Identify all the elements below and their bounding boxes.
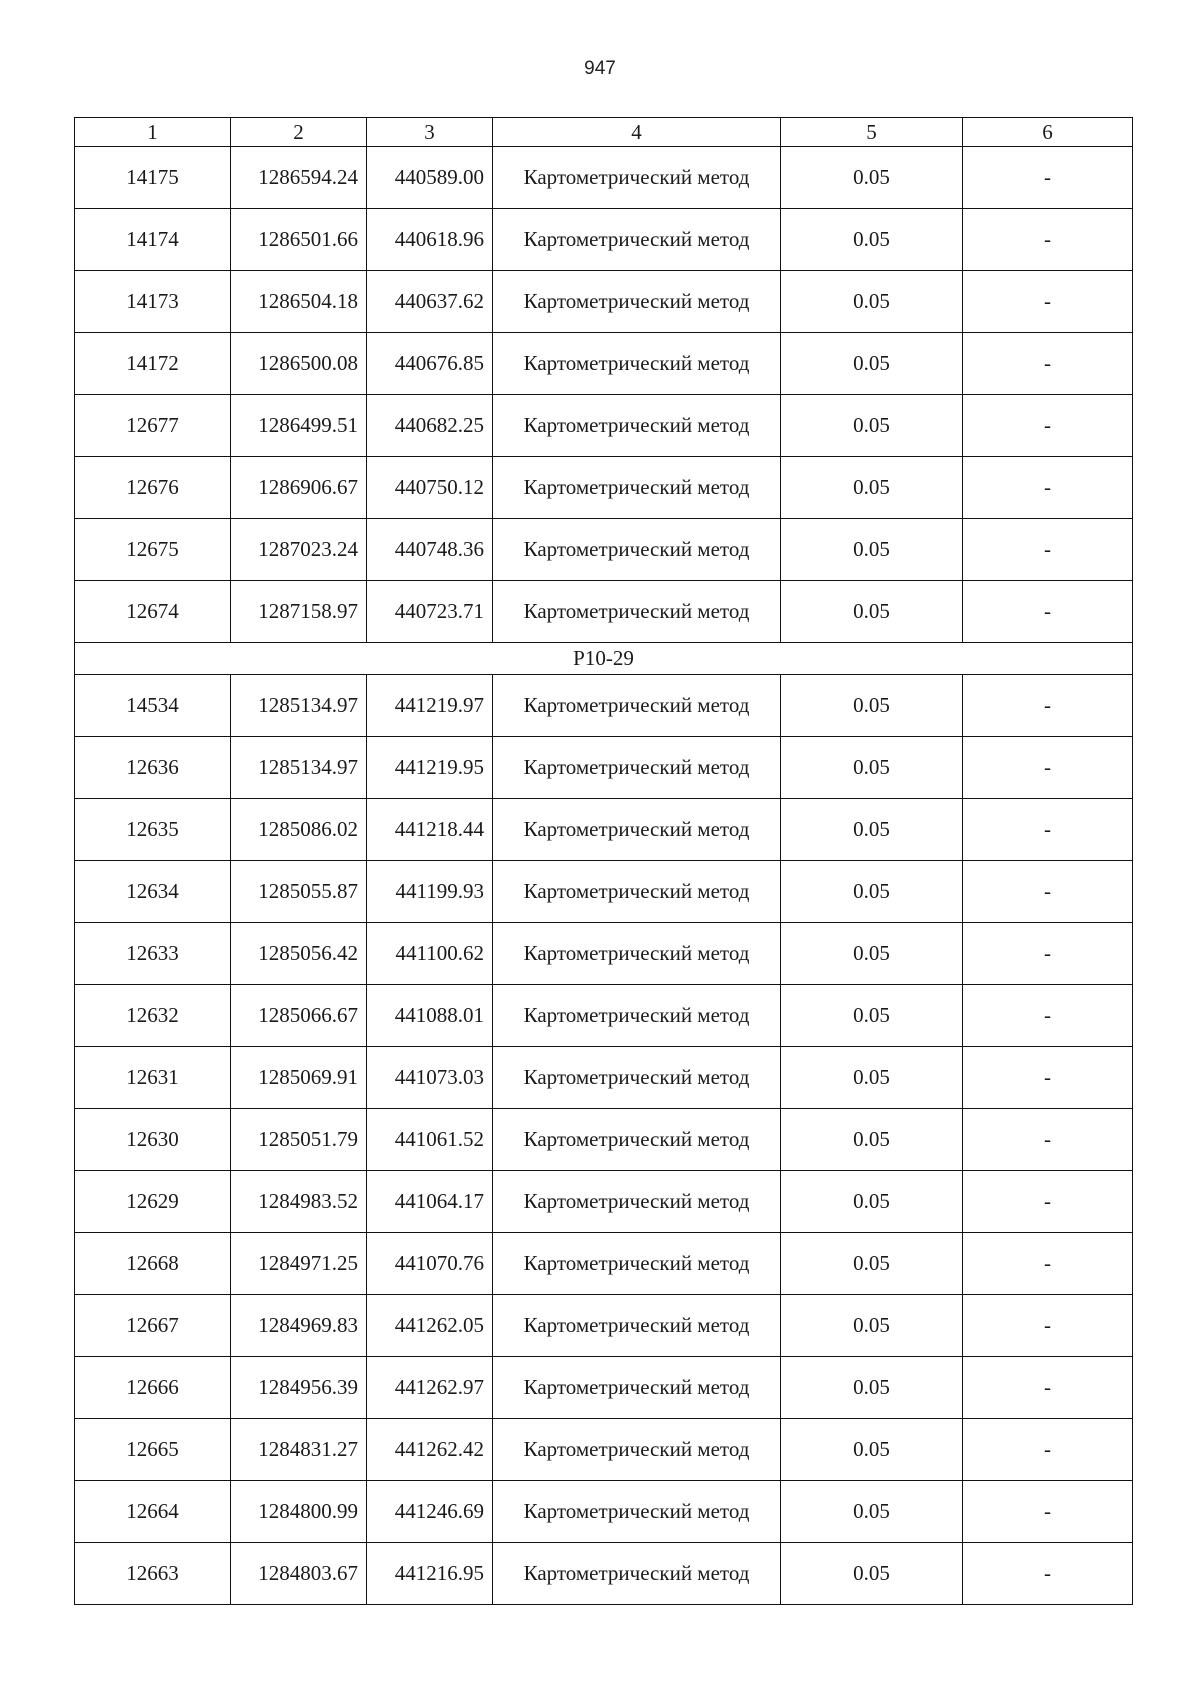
accuracy-cell: 0.05: [781, 395, 963, 457]
section-title: Р10-29: [75, 643, 1133, 675]
accuracy-cell: 0.05: [781, 519, 963, 581]
note-cell: -: [963, 1171, 1133, 1233]
x-coordinate-cell: 1285056.42: [231, 923, 367, 985]
accuracy-cell: 0.05: [781, 1295, 963, 1357]
note-cell: -: [963, 1233, 1133, 1295]
x-coordinate-cell: 1286594.24: [231, 147, 367, 209]
table-row: [75, 861, 1133, 923]
y-coordinate-cell: 441216.95: [367, 1543, 493, 1605]
note-cell: -: [963, 1295, 1133, 1357]
x-coordinate-cell: 1287023.24: [231, 519, 367, 581]
table-row: [75, 1357, 1133, 1419]
note-cell: -: [963, 519, 1133, 581]
point-number-cell: 12667: [75, 1295, 231, 1357]
y-coordinate-cell: 440682.25: [367, 395, 493, 457]
note-cell: -: [963, 923, 1133, 985]
y-coordinate-cell: 441219.95: [367, 737, 493, 799]
note-cell: -: [963, 209, 1133, 271]
accuracy-cell: 0.05: [781, 333, 963, 395]
method-cell: Картометрический метод: [493, 519, 781, 581]
header-row: [75, 118, 1133, 147]
note-cell: -: [963, 333, 1133, 395]
accuracy-cell: 0.05: [781, 1481, 963, 1543]
note-cell: -: [963, 1419, 1133, 1481]
point-number-cell: 12664: [75, 1481, 231, 1543]
x-coordinate-cell: 1285066.67: [231, 985, 367, 1047]
table-body: [75, 118, 1133, 1605]
accuracy-cell: 0.05: [781, 799, 963, 861]
point-number-cell: 12663: [75, 1543, 231, 1605]
note-cell: -: [963, 861, 1133, 923]
note-cell: -: [963, 1543, 1133, 1605]
x-coordinate-cell: 1284971.25: [231, 1233, 367, 1295]
note-cell: -: [963, 985, 1133, 1047]
point-number-cell: 12632: [75, 985, 231, 1047]
point-number-cell: 12676: [75, 457, 231, 519]
table-row: [75, 737, 1133, 799]
column-header: 6: [963, 118, 1133, 147]
accuracy-cell: 0.05: [781, 923, 963, 985]
table-row: [75, 923, 1133, 985]
x-coordinate-cell: 1286504.18: [231, 271, 367, 333]
accuracy-cell: 0.05: [781, 147, 963, 209]
x-coordinate-cell: 1286499.51: [231, 395, 367, 457]
y-coordinate-cell: 441073.03: [367, 1047, 493, 1109]
accuracy-cell: 0.05: [781, 581, 963, 643]
method-cell: Картометрический метод: [493, 333, 781, 395]
column-header: 5: [781, 118, 963, 147]
note-cell: -: [963, 457, 1133, 519]
method-cell: Картометрический метод: [493, 675, 781, 737]
method-cell: Картометрический метод: [493, 737, 781, 799]
note-cell: -: [963, 799, 1133, 861]
section-row: [75, 643, 1133, 675]
table-row: [75, 1171, 1133, 1233]
y-coordinate-cell: 441246.69: [367, 1481, 493, 1543]
x-coordinate-cell: 1285134.97: [231, 737, 367, 799]
x-coordinate-cell: 1285055.87: [231, 861, 367, 923]
method-cell: Картометрический метод: [493, 271, 781, 333]
method-cell: Картометрический метод: [493, 1481, 781, 1543]
x-coordinate-cell: 1286501.66: [231, 209, 367, 271]
accuracy-cell: 0.05: [781, 1233, 963, 1295]
point-number-cell: 12634: [75, 861, 231, 923]
method-cell: Картометрический метод: [493, 147, 781, 209]
y-coordinate-cell: 441218.44: [367, 799, 493, 861]
accuracy-cell: 0.05: [781, 457, 963, 519]
point-number-cell: 12635: [75, 799, 231, 861]
x-coordinate-cell: 1284831.27: [231, 1419, 367, 1481]
note-cell: -: [963, 1047, 1133, 1109]
point-number-cell: 12633: [75, 923, 231, 985]
point-number-cell: 12629: [75, 1171, 231, 1233]
x-coordinate-cell: 1286500.08: [231, 333, 367, 395]
point-number-cell: 14174: [75, 209, 231, 271]
method-cell: Картометрический метод: [493, 1109, 781, 1171]
y-coordinate-cell: 441070.76: [367, 1233, 493, 1295]
point-number-cell: 14173: [75, 271, 231, 333]
method-cell: Картометрический метод: [493, 1543, 781, 1605]
point-number-cell: 14534: [75, 675, 231, 737]
x-coordinate-cell: 1287158.97: [231, 581, 367, 643]
table-row: [75, 799, 1133, 861]
table-row: [75, 985, 1133, 1047]
table-row: [75, 1233, 1133, 1295]
accuracy-cell: 0.05: [781, 1543, 963, 1605]
point-number-cell: 12631: [75, 1047, 231, 1109]
note-cell: -: [963, 147, 1133, 209]
point-number-cell: 12630: [75, 1109, 231, 1171]
table-row: [75, 1295, 1133, 1357]
method-cell: Картометрический метод: [493, 923, 781, 985]
y-coordinate-cell: 441088.01: [367, 985, 493, 1047]
x-coordinate-cell: 1284956.39: [231, 1357, 367, 1419]
point-number-cell: 12668: [75, 1233, 231, 1295]
accuracy-cell: 0.05: [781, 1357, 963, 1419]
point-number-cell: 12636: [75, 737, 231, 799]
y-coordinate-cell: 441262.05: [367, 1295, 493, 1357]
x-coordinate-cell: 1284800.99: [231, 1481, 367, 1543]
table-row: [75, 147, 1133, 209]
accuracy-cell: 0.05: [781, 1419, 963, 1481]
note-cell: -: [963, 1481, 1133, 1543]
table-row: [75, 333, 1133, 395]
note-cell: -: [963, 675, 1133, 737]
y-coordinate-cell: 441199.93: [367, 861, 493, 923]
coordinates-table: [74, 117, 1133, 1605]
accuracy-cell: 0.05: [781, 737, 963, 799]
accuracy-cell: 0.05: [781, 271, 963, 333]
x-coordinate-cell: 1286906.67: [231, 457, 367, 519]
page-number: 947: [584, 58, 616, 79]
table-row: [75, 271, 1133, 333]
note-cell: -: [963, 737, 1133, 799]
column-header: 4: [493, 118, 781, 147]
accuracy-cell: 0.05: [781, 861, 963, 923]
accuracy-cell: 0.05: [781, 1171, 963, 1233]
y-coordinate-cell: 440676.85: [367, 333, 493, 395]
column-header: 3: [367, 118, 493, 147]
method-cell: Картометрический метод: [493, 209, 781, 271]
x-coordinate-cell: 1285069.91: [231, 1047, 367, 1109]
note-cell: -: [963, 271, 1133, 333]
method-cell: Картометрический метод: [493, 1295, 781, 1357]
table-row: [75, 519, 1133, 581]
point-number-cell: 12666: [75, 1357, 231, 1419]
y-coordinate-cell: 441064.17: [367, 1171, 493, 1233]
point-number-cell: 12674: [75, 581, 231, 643]
table-row: [75, 457, 1133, 519]
x-coordinate-cell: 1284983.52: [231, 1171, 367, 1233]
y-coordinate-cell: 440723.71: [367, 581, 493, 643]
method-cell: Картометрический метод: [493, 985, 781, 1047]
table-row: [75, 675, 1133, 737]
y-coordinate-cell: 441100.62: [367, 923, 493, 985]
method-cell: Картометрический метод: [493, 1171, 781, 1233]
table-row: [75, 1419, 1133, 1481]
accuracy-cell: 0.05: [781, 985, 963, 1047]
y-coordinate-cell: 441262.97: [367, 1357, 493, 1419]
y-coordinate-cell: 441061.52: [367, 1109, 493, 1171]
method-cell: Картометрический метод: [493, 1357, 781, 1419]
accuracy-cell: 0.05: [781, 209, 963, 271]
note-cell: -: [963, 1109, 1133, 1171]
column-header: 1: [75, 118, 231, 147]
table-row: [75, 1543, 1133, 1605]
x-coordinate-cell: 1285086.02: [231, 799, 367, 861]
method-cell: Картометрический метод: [493, 581, 781, 643]
y-coordinate-cell: 441262.42: [367, 1419, 493, 1481]
y-coordinate-cell: 440589.00: [367, 147, 493, 209]
y-coordinate-cell: 441219.97: [367, 675, 493, 737]
note-cell: -: [963, 581, 1133, 643]
y-coordinate-cell: 440750.12: [367, 457, 493, 519]
method-cell: Картометрический метод: [493, 861, 781, 923]
x-coordinate-cell: 1285134.97: [231, 675, 367, 737]
table-row: [75, 1109, 1133, 1171]
accuracy-cell: 0.05: [781, 1109, 963, 1171]
accuracy-cell: 0.05: [781, 675, 963, 737]
y-coordinate-cell: 440748.36: [367, 519, 493, 581]
table-row: [75, 209, 1133, 271]
point-number-cell: 12677: [75, 395, 231, 457]
table-row: [75, 1481, 1133, 1543]
x-coordinate-cell: 1284969.83: [231, 1295, 367, 1357]
method-cell: Картометрический метод: [493, 799, 781, 861]
y-coordinate-cell: 440637.62: [367, 271, 493, 333]
point-number-cell: 12665: [75, 1419, 231, 1481]
accuracy-cell: 0.05: [781, 1047, 963, 1109]
method-cell: Картометрический метод: [493, 395, 781, 457]
table-row: [75, 581, 1133, 643]
method-cell: Картометрический метод: [493, 457, 781, 519]
method-cell: Картометрический метод: [493, 1233, 781, 1295]
x-coordinate-cell: 1285051.79: [231, 1109, 367, 1171]
y-coordinate-cell: 440618.96: [367, 209, 493, 271]
method-cell: Картометрический метод: [493, 1047, 781, 1109]
x-coordinate-cell: 1284803.67: [231, 1543, 367, 1605]
note-cell: -: [963, 1357, 1133, 1419]
point-number-cell: 14175: [75, 147, 231, 209]
point-number-cell: 12675: [75, 519, 231, 581]
table-row: [75, 1047, 1133, 1109]
method-cell: Картометрический метод: [493, 1419, 781, 1481]
column-header: 2: [231, 118, 367, 147]
note-cell: -: [963, 395, 1133, 457]
table-row: [75, 395, 1133, 457]
point-number-cell: 14172: [75, 333, 231, 395]
